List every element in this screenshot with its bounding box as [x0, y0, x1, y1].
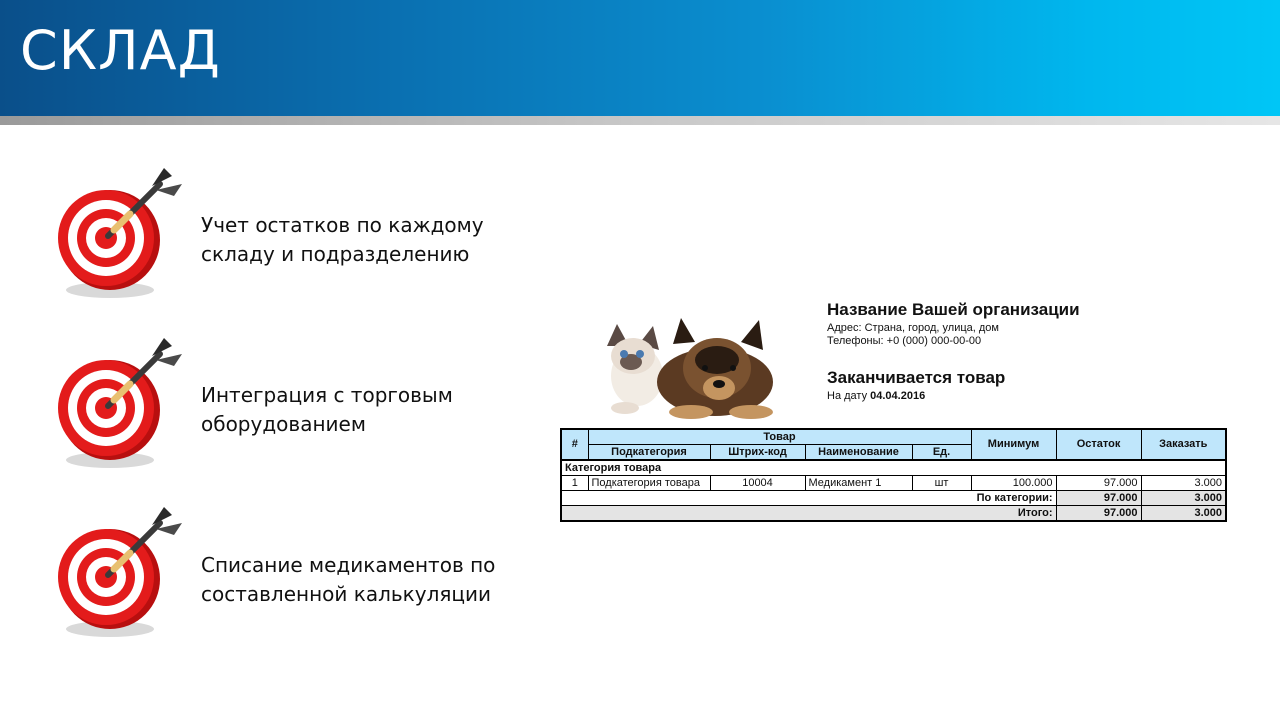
- col-unit-header: Ед.: [912, 445, 971, 461]
- organization-name: Название Вашей организации: [827, 300, 1080, 319]
- organization-phones: Телефоны: +0 (000) 000-00-00: [827, 335, 982, 347]
- category-label: Категория товара: [561, 460, 1226, 476]
- total-row: Итого: 97.000 3.000: [561, 506, 1226, 522]
- report-title: Заканчивается товар: [827, 368, 1006, 387]
- pets-logo-image: [595, 316, 781, 422]
- col-name-header: Наименование: [805, 445, 912, 461]
- header-banner: [0, 0, 1280, 116]
- page-title: СКЛАД: [20, 19, 221, 82]
- report-date: На дату 04.04.2016: [827, 390, 926, 402]
- feature-text: Интеграция с торговым оборудованием: [201, 383, 453, 436]
- organization-address: Адрес: Страна, город, улица, дом: [827, 322, 999, 334]
- subtotal-row: По категории: 97.000 3.000: [561, 491, 1226, 506]
- feature-text: Списание медикаментов по составленной калькуляции: [201, 553, 496, 606]
- target-dart-icon: [52, 336, 192, 476]
- col-stock-header: Остаток: [1056, 429, 1141, 460]
- col-goods-header: Товар: [588, 429, 971, 445]
- header-divider: [0, 116, 1280, 125]
- feature-text: Учет остатков по каждому складу и подразделению: [201, 213, 484, 266]
- category-row: [561, 460, 1226, 476]
- col-subcategory-header: Подкатегория: [588, 445, 710, 461]
- col-order-header: Заказать: [1141, 429, 1226, 460]
- target-dart-icon: [52, 166, 192, 306]
- col-barcode-header: Штрих-код: [710, 445, 805, 461]
- table-row: 1 Подкатегория товара 10004 Медикамент 1 шт 100.000 97.000 3.000: [561, 476, 1226, 491]
- report-table: [560, 428, 1227, 522]
- col-min-header: Минимум: [971, 429, 1056, 460]
- col-num-header: #: [561, 429, 588, 460]
- target-dart-icon: [52, 505, 192, 645]
